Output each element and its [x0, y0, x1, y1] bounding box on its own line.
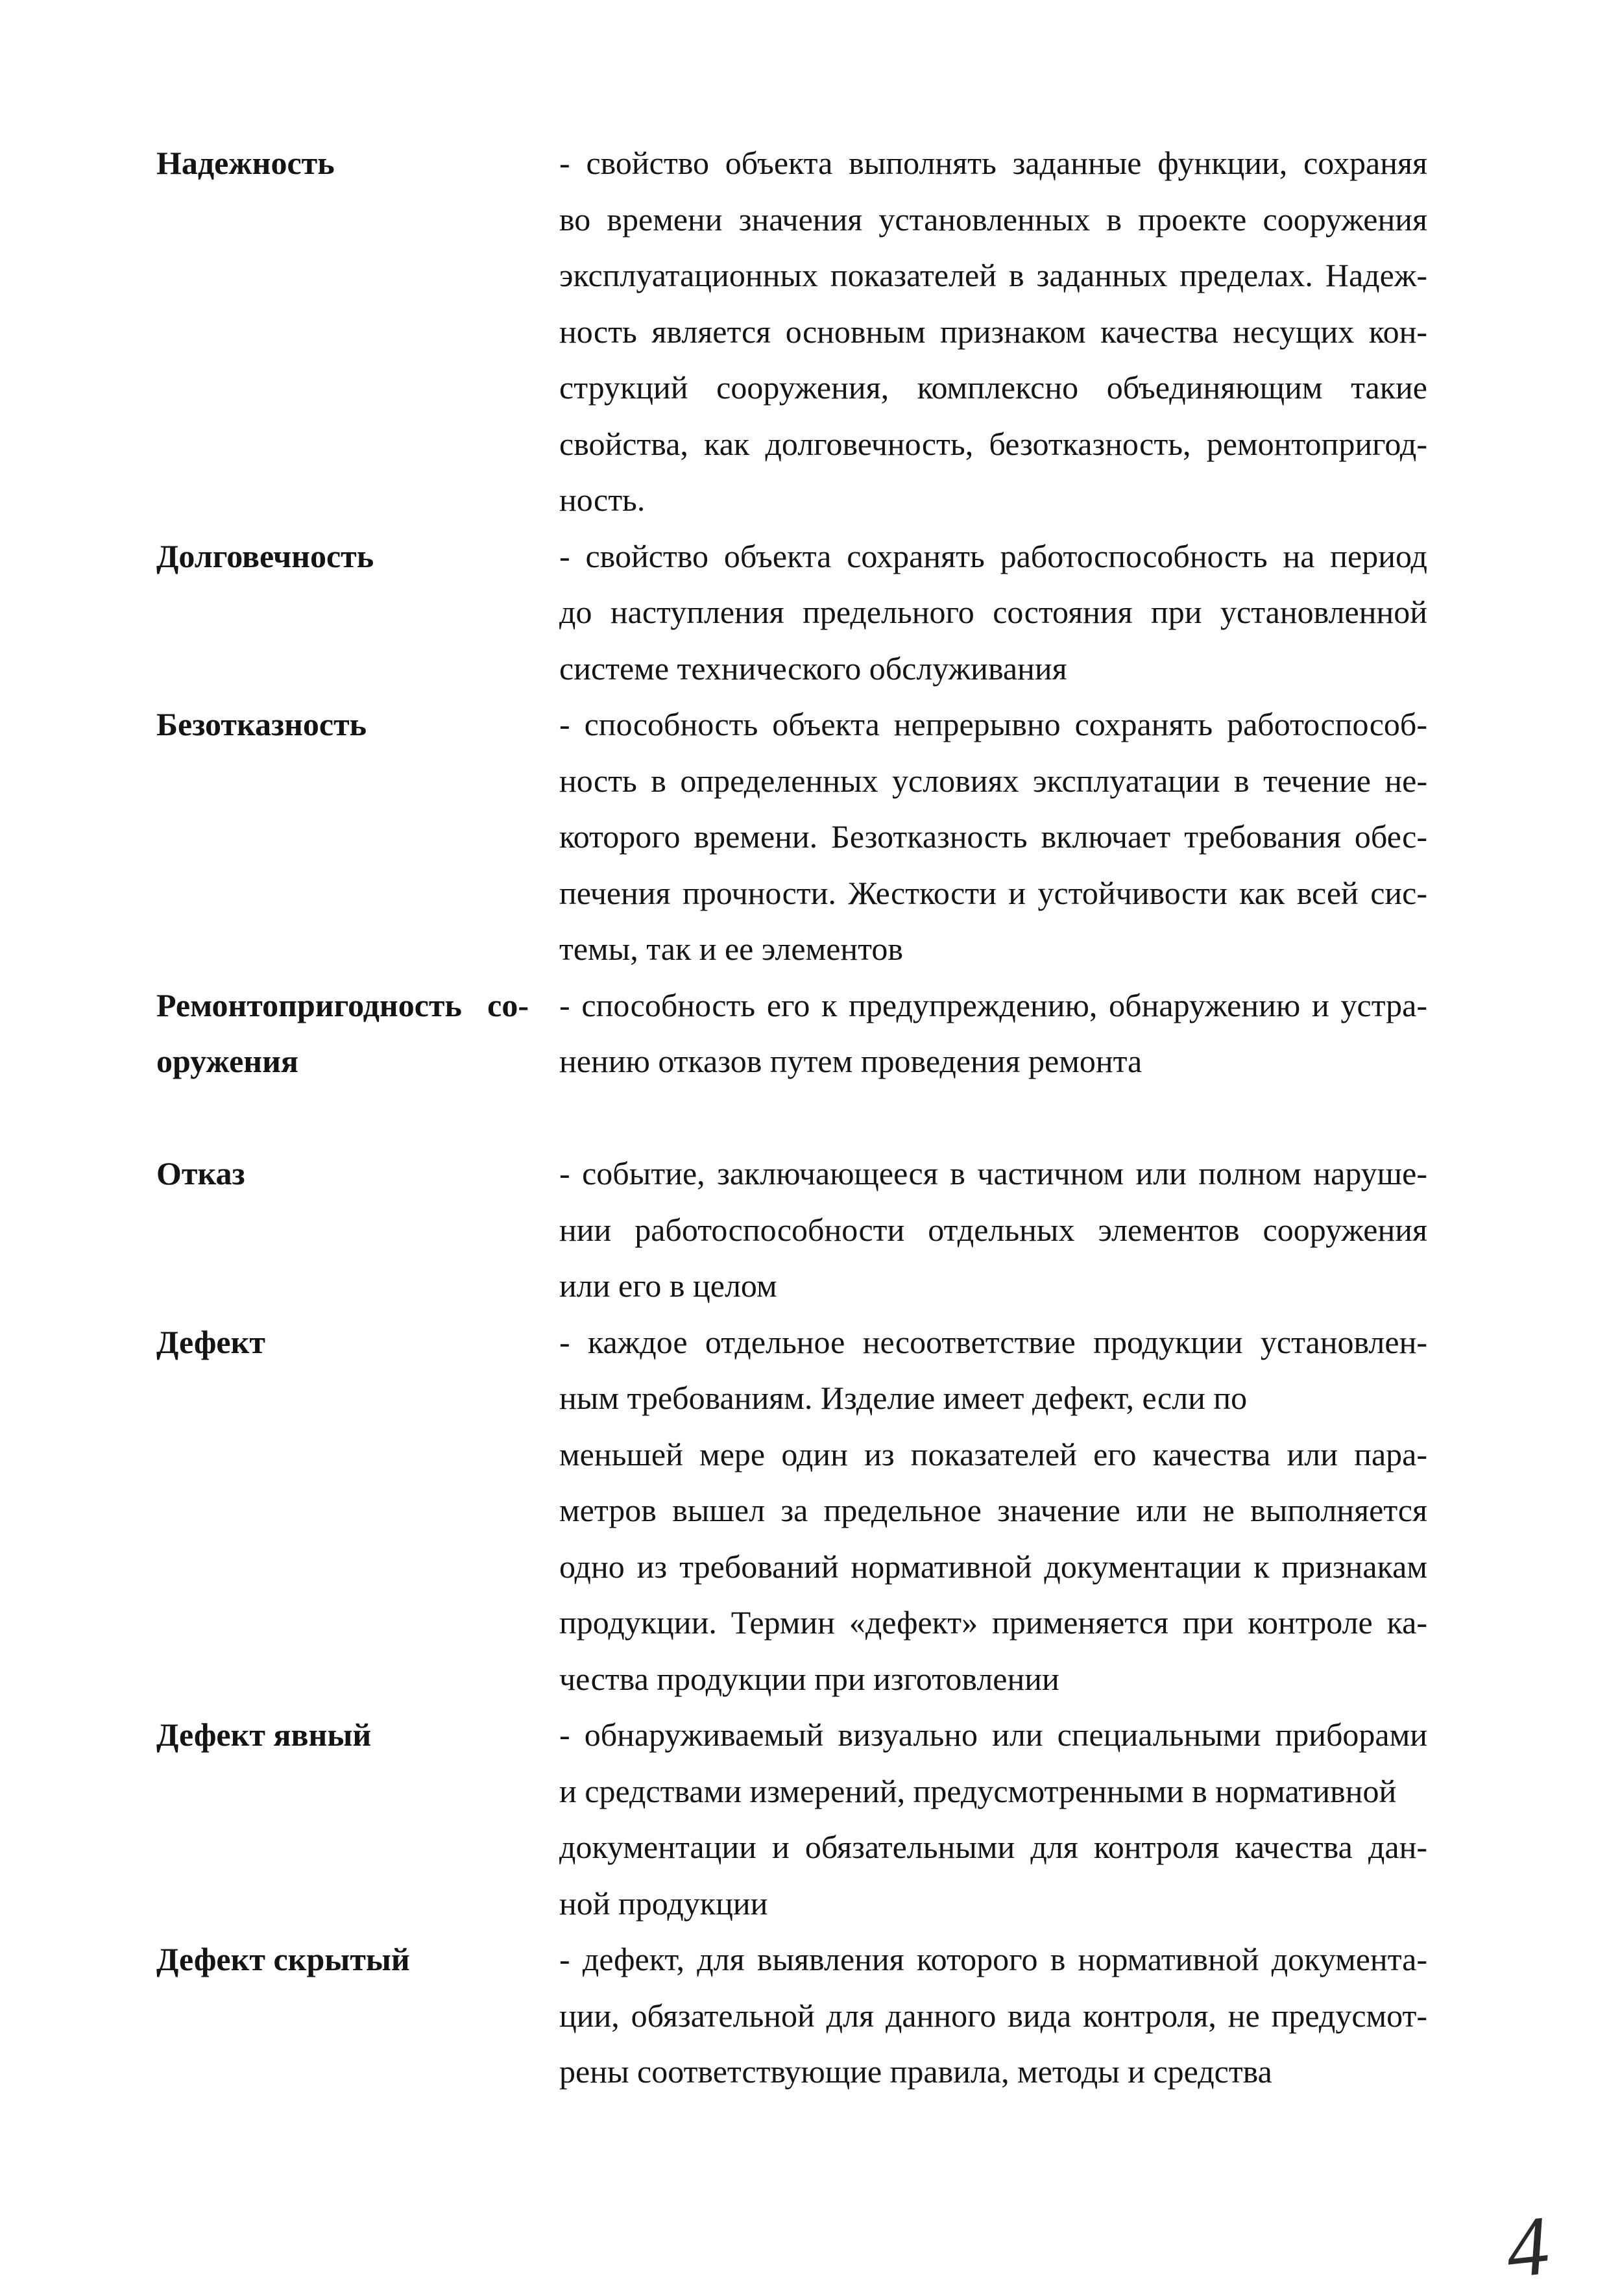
glossary-entry	[156, 528, 1427, 697]
term-line: оружения	[156, 1043, 298, 1079]
definition-line: - свойство объекта выполнять заданные функции, сохраняя	[559, 145, 1427, 181]
definition-line: - обнаруживаемый визуально или специальными приборами	[559, 1716, 1427, 1753]
definition	[559, 1314, 1427, 1707]
definition	[559, 1931, 1427, 2100]
definition-line: и средствами измерений, предусмотренными в нормативной	[559, 1772, 1397, 1809]
definition-line: ным требованиям. Изделие имеет дефект, если по	[559, 1380, 1248, 1416]
term-line: Дефект скрытый	[156, 1941, 410, 1977]
term-line: Безотказность	[156, 706, 367, 742]
definition-line: ность является основным признаком качества несущих кон-	[559, 313, 1427, 350]
definition-line: документации и обязательными для контроля качества дан-	[559, 1829, 1427, 1865]
definition-line: темы, так и ее элементов	[559, 931, 903, 967]
definition-line: во времени значения установленных в проекте сооружения	[559, 201, 1427, 238]
term-line: Надежность	[156, 145, 335, 181]
definition-line: - способность объекта непрерывно сохранять работоспособ-	[559, 706, 1427, 742]
definition-line: - каждое отдельное несоответствие продукции установлен-	[559, 1323, 1427, 1360]
term	[156, 977, 529, 1090]
term	[156, 135, 529, 191]
definition-line: ной продукции	[559, 1885, 768, 1922]
term	[156, 1145, 529, 1202]
glossary-entry	[156, 977, 1427, 1090]
definition	[559, 135, 1427, 528]
term-line: Отказ	[156, 1155, 245, 1191]
definition-line: до наступления предельного состояния при установленной	[559, 594, 1427, 630]
glossary-entry	[156, 1931, 1427, 2100]
glossary-entry	[156, 1314, 1427, 1707]
definition-line: - свойство объекта сохранять работоспособность на период	[559, 537, 1427, 574]
page-number: 4	[1501, 2198, 1554, 2296]
definition	[559, 1145, 1427, 1314]
definition-line: меньшей мере один из показателей его качества или пара-	[559, 1435, 1427, 1472]
term-line: Ремонтопригодность со-	[156, 986, 529, 1023]
definition-line: рены соответствующие правила, методы и средства	[559, 2053, 1272, 2090]
definition-line: ность в определенных условиях эксплуатации в течение не-	[559, 762, 1427, 799]
term-line: Дефект	[156, 1323, 265, 1360]
glossary-entry	[156, 1145, 1427, 1314]
definition	[559, 1707, 1427, 1931]
term	[156, 696, 529, 753]
definition-line: - событие, заключающееся в частичном или полном наруше-	[559, 1155, 1427, 1191]
glossary	[156, 135, 1427, 2100]
term-line: Долговечность	[156, 537, 374, 574]
definition-line: чества продукции при изготовлении	[559, 1660, 1059, 1697]
definition-line: - дефект, для выявления которого в нормативной документа-	[559, 1941, 1427, 1977]
definition-line: ность.	[559, 482, 646, 518]
definition-line: эксплуатационных показателей в заданных пределах. Надеж-	[559, 257, 1427, 293]
definition-line: или его в целом	[559, 1267, 777, 1304]
definition-line: струкций сооружения, комплексно объединяющим такие	[559, 369, 1427, 406]
definition-line: которого времени. Безотказность включает требования обес-	[559, 818, 1427, 855]
definition-line: продукции. Термин «дефект» применяется при контроле ка-	[559, 1604, 1427, 1641]
term	[156, 528, 529, 585]
definition-line: метров вышел за предельное значение или не выполняется	[559, 1492, 1427, 1528]
definition	[559, 528, 1427, 697]
glossary-entry	[156, 696, 1427, 977]
glossary-entry	[156, 1707, 1427, 1931]
definition-line: одно из требований нормативной документации к признакам	[559, 1548, 1427, 1585]
term	[156, 1707, 529, 1763]
term	[156, 1314, 529, 1371]
definition-line: нии работоспособности отдельных элементов сооружения	[559, 1211, 1427, 1248]
definition	[559, 696, 1427, 977]
definition-line: нению отказов путем проведения ремонта	[559, 1043, 1142, 1079]
definition	[559, 977, 1427, 1090]
definition-line: - способность его к предупреждению, обнаружению и устра-	[559, 986, 1427, 1023]
term	[156, 1931, 529, 1988]
definition-line: печения прочности. Жесткости и устойчивости как всей сис-	[559, 874, 1427, 911]
definition-line: ции, обязательной для данного вида контроля, не предусмот-	[559, 1997, 1427, 2034]
definition-line: свойства, как долговечность, безотказность, ремонтопригод-	[559, 425, 1427, 462]
glossary-entry	[156, 135, 1427, 528]
definition-line: системе технического обслуживания	[559, 650, 1067, 687]
term-line: Дефект явный	[156, 1716, 372, 1753]
